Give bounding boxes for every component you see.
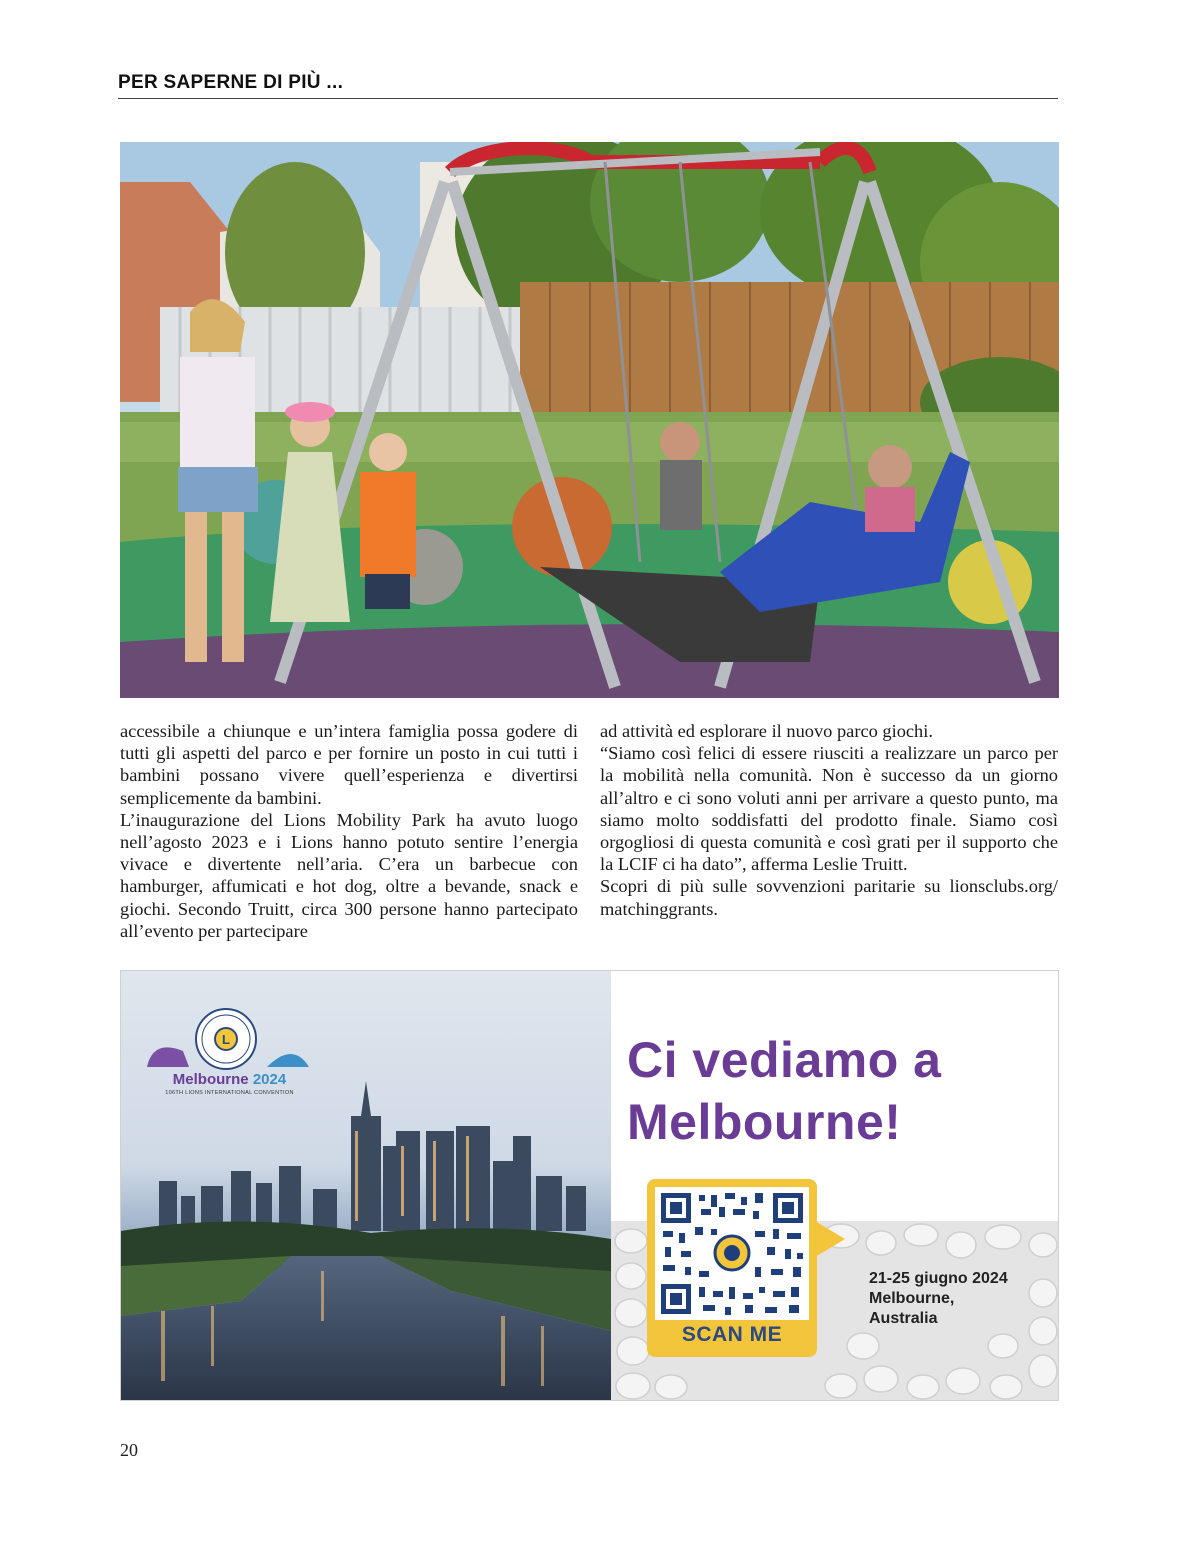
article-paragraph: ad attività ed esplorare il nuovo parco giochi. [600,721,933,741]
article-paragraph: Scopri di più sulle sovvenzioni paritarie su lionsclubs.org/ matchinggrants. [600,876,1058,919]
article-paragraph: accessibile a chiunque e un’intera famiglia possa godere di tutti gli aspetti del parco e per fornire un posto in cui tutti i bambini possano vivere quell’esperienza e divertirsi semplicemente da bambini. [120,721,578,808]
article-column-left [120,720,578,942]
article-column-right [600,720,1058,920]
qr-pointer [815,1221,845,1257]
lions-convention-logo [143,1001,313,1101]
qr-code[interactable] [655,1187,809,1320]
logo-city: Melbourne [172,1071,249,1088]
event-details [869,1269,1054,1329]
logo-year: 2024 [252,1071,287,1088]
header-divider [118,98,1058,99]
playground-photo [120,142,1059,698]
convention-ad [120,970,1059,1401]
article-paragraph: L’inaugurazione del Lions Mobility Park ha avuto luogo nell’agosto 2023 e i Lions hanno potuto sentire l’energia vivace e divertente nell’aria. C’era un barbecue con hamburger, affumicati e hot dog, oltre a bevande, snack e giochi. Secondo Truitt, circa 300 persone hanno partecipato all’evento per partecipare [120,809,578,941]
scan-me-label: SCAN ME [681,1323,783,1346]
ad-info-panel [611,971,1059,1401]
event-country: Australia [869,1310,938,1327]
svg-text:L: L [222,1032,230,1047]
event-city: Melbourne, [869,1290,955,1307]
melbourne-skyline-photo [121,971,611,1401]
event-dates: 21-25 giugno 2024 [869,1270,1008,1287]
ad-headline [627,1029,1047,1153]
section-title: PER SAPERNE DI PIÙ ... [118,72,344,93]
ad-headline-line: Ci vediamo a [627,1032,942,1088]
article-quote: “Siamo così felici di essere riusciti a realizzare un parco per la mobilità nella comunità. Non è successo da un giorno all’altro e ci sono voluti anni per arrivare a questo punto, ma siamo molto soddisfatti del prodotto finale. Siamo così orgogliosi di questa comunità e così grati per il supporto che la LCIF ci ha dato”, afferma Leslie Truitt. [600,743,1058,875]
qr-code-panel[interactable] [647,1179,817,1357]
logo-subtitle: 106TH LIONS INTERNATIONAL CONVENTION [165,1090,294,1096]
ad-headline-line: Melbourne! [627,1094,902,1150]
page-number: 20 [120,1440,138,1460]
